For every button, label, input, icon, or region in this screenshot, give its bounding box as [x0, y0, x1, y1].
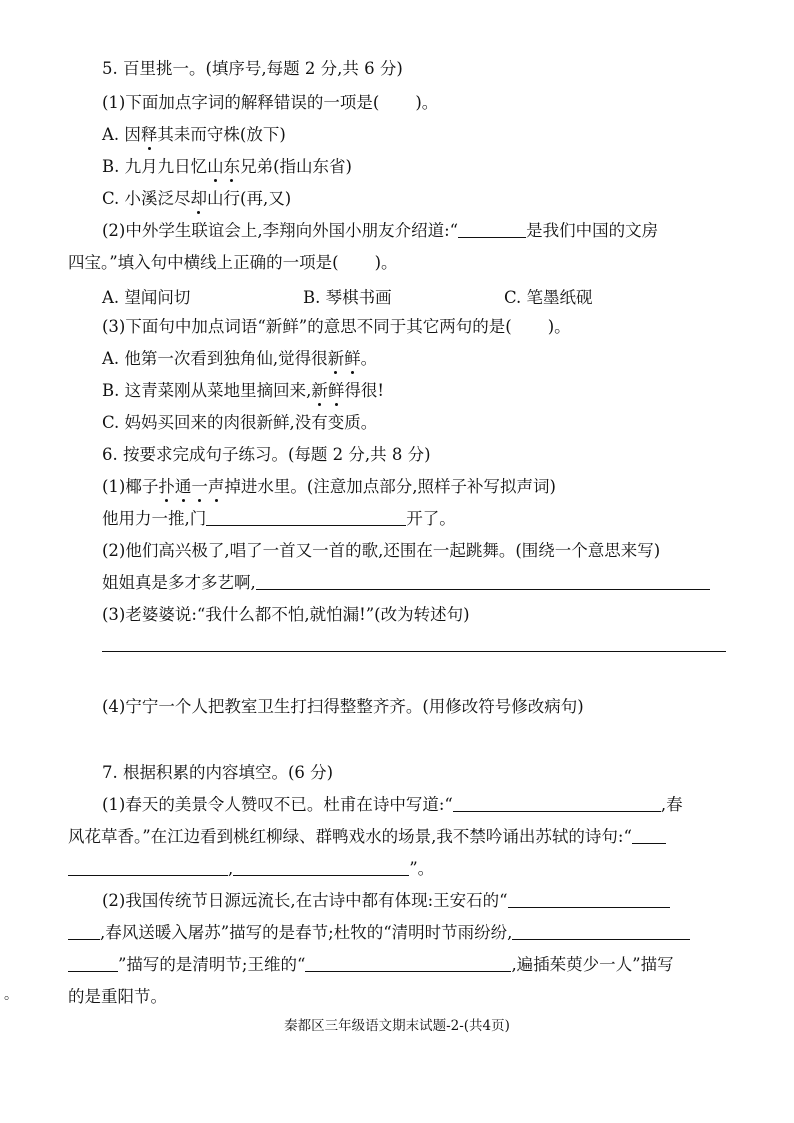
answer-line[interactable]	[102, 651, 726, 652]
answer-blank[interactable]	[512, 923, 690, 940]
q6-3-stem: (3)老婆婆说:“我什么都不怕,就怕漏!”(改为转述句)	[102, 605, 470, 624]
answer-blank[interactable]	[68, 859, 228, 876]
q5-3-option-a	[102, 348, 377, 370]
text: B. 这青菜刚从菜地里摘回来,	[102, 381, 312, 400]
q5-3-stem	[102, 316, 571, 338]
text: 开了。	[406, 509, 456, 528]
q7-2-line4: 的是重阳节。	[68, 987, 167, 1006]
text: )。	[374, 253, 398, 272]
answer-blank[interactable]	[68, 955, 118, 972]
answer-blank[interactable]	[458, 221, 526, 238]
answer-paren-space[interactable]	[339, 254, 375, 270]
q5-1-option-a	[102, 124, 286, 146]
dotted-char: 东	[223, 157, 241, 176]
text: 姐姐真是多才多艺啊,	[102, 573, 256, 592]
q7-1-line1	[102, 794, 683, 816]
q5-1-stem-text: (1)下面加点字词的解释错误的一项是(	[102, 93, 380, 112]
text: 得很!	[344, 381, 385, 400]
q5-2-option-c: C. 笔墨纸砚	[504, 288, 593, 307]
answer-blank[interactable]	[632, 827, 666, 844]
q5-1-option-c	[102, 188, 291, 210]
text: 。	[360, 349, 378, 368]
text: )。	[547, 317, 571, 336]
text: (3)下面句中加点词语“新鲜”的意思不同于其它两句的是(	[102, 317, 512, 336]
answer-paren-space[interactable]	[512, 318, 548, 334]
q6-2-stem: (2)他们高兴极了,唱了一首又一首的歌,还围在一起跳舞。(围绕一个意思来写)	[102, 541, 661, 560]
q5-title: 5. 百里挑一。(填序号,每题 2 分,共 6 分)	[102, 59, 403, 78]
answer-paren-space[interactable]	[379, 94, 415, 110]
text: A. 因	[102, 125, 141, 144]
q5-1-stem	[102, 92, 438, 114]
q7-2-line2	[68, 922, 690, 944]
text: 山行(再,又)	[207, 189, 292, 208]
q5-3-option-b	[102, 380, 384, 402]
dotted-char: 鲜	[344, 349, 361, 368]
text: C. 小溪泛尽	[102, 189, 191, 208]
answer-blank[interactable]	[256, 573, 710, 590]
q7-1-line3	[68, 858, 434, 880]
dotted-char: 却	[190, 189, 208, 208]
text: ,春	[660, 795, 683, 814]
answer-blank[interactable]	[453, 795, 661, 812]
text: ,遍插茱萸少一人”描写	[511, 955, 674, 974]
dotted-char: 新	[327, 349, 345, 368]
answer-blank[interactable]	[508, 891, 670, 908]
dotted-char: 一	[191, 477, 208, 496]
text: A. 他第一次看到独角仙,觉得很	[102, 349, 328, 368]
dotted-char: 通	[174, 477, 192, 496]
dotted-char: 新	[311, 381, 328, 400]
q6-title: 6. 按要求完成句子练习。(每题 2 分,共 8 分)	[102, 445, 431, 464]
text: ,	[228, 859, 234, 878]
q5-2-stem	[102, 220, 658, 242]
text: 他用力一推,门	[102, 509, 207, 528]
page-footer: 秦都区三年级语文期末试题-2-(共4页)	[284, 1018, 510, 1034]
q5-1-option-b	[102, 156, 352, 178]
text: 四宝。”填入句中横线上正确的一项是(	[68, 253, 339, 272]
text: (2)我国传统节日源远流长,在古诗中都有体现:王安石的“	[102, 891, 508, 910]
edge-mark: 。	[4, 987, 18, 1003]
q6-4-stem: (4)宁宁一个人把教室卫生打扫得整整齐齐。(用修改符号修改病句)	[102, 697, 584, 716]
answer-blank[interactable]	[233, 859, 409, 876]
q7-title: 7. 根据积累的内容填空。(6 分)	[102, 763, 334, 782]
dotted-char: 声	[207, 477, 225, 496]
q5-2-option-a: A. 望闻问切	[102, 288, 191, 307]
text: 风花草香。”在江边看到桃红柳绿、群鸭戏水的场景,我不禁吟诵出苏轼的诗句:“	[68, 827, 632, 846]
text: ”。	[409, 859, 435, 878]
dotted-char: 扑	[158, 477, 175, 496]
text: ,春风送暖入屠苏”描写的是春节;杜牧的“清明时节雨纷纷,	[100, 923, 513, 942]
q5-2-stem-cont	[68, 252, 398, 274]
text: 兄弟(指山东省)	[240, 157, 352, 176]
q6-2-answer	[102, 572, 710, 594]
q6-1-stem	[102, 476, 556, 498]
answer-blank[interactable]	[68, 923, 100, 940]
q6-1-answer	[102, 508, 456, 530]
q7-1-line2	[68, 826, 666, 848]
q5-1-stem-end: )。	[415, 93, 439, 112]
dotted-char: 释	[140, 125, 158, 144]
dotted-char: 鲜	[327, 381, 345, 400]
text: 其耒而守株(放下)	[157, 125, 286, 144]
text: (2)中外学生联谊会上,李翔向外国小朋友介绍道:“	[102, 221, 459, 240]
text: ”描写的是清明节;王维的“	[118, 955, 306, 974]
text: 是我们中国的文房	[526, 221, 659, 240]
q5-2-option-b: B. 琴棋书画	[303, 288, 392, 307]
q5-3-option-c: C. 妈妈买回来的肉很新鲜,没有变质。	[102, 413, 378, 432]
q7-2-line1	[102, 890, 670, 912]
q7-2-line3	[68, 954, 674, 976]
text: (1)椰子	[102, 477, 159, 496]
text: (1)春天的美景令人赞叹不已。杜甫在诗中写道:“	[102, 795, 453, 814]
text: 掉进水里。(注意加点部分,照样子补写拟声词)	[224, 477, 556, 496]
text: B. 九月九日忆	[102, 157, 208, 176]
dotted-char: 山	[207, 157, 224, 176]
answer-blank[interactable]	[305, 955, 511, 972]
answer-blank[interactable]	[206, 509, 406, 526]
